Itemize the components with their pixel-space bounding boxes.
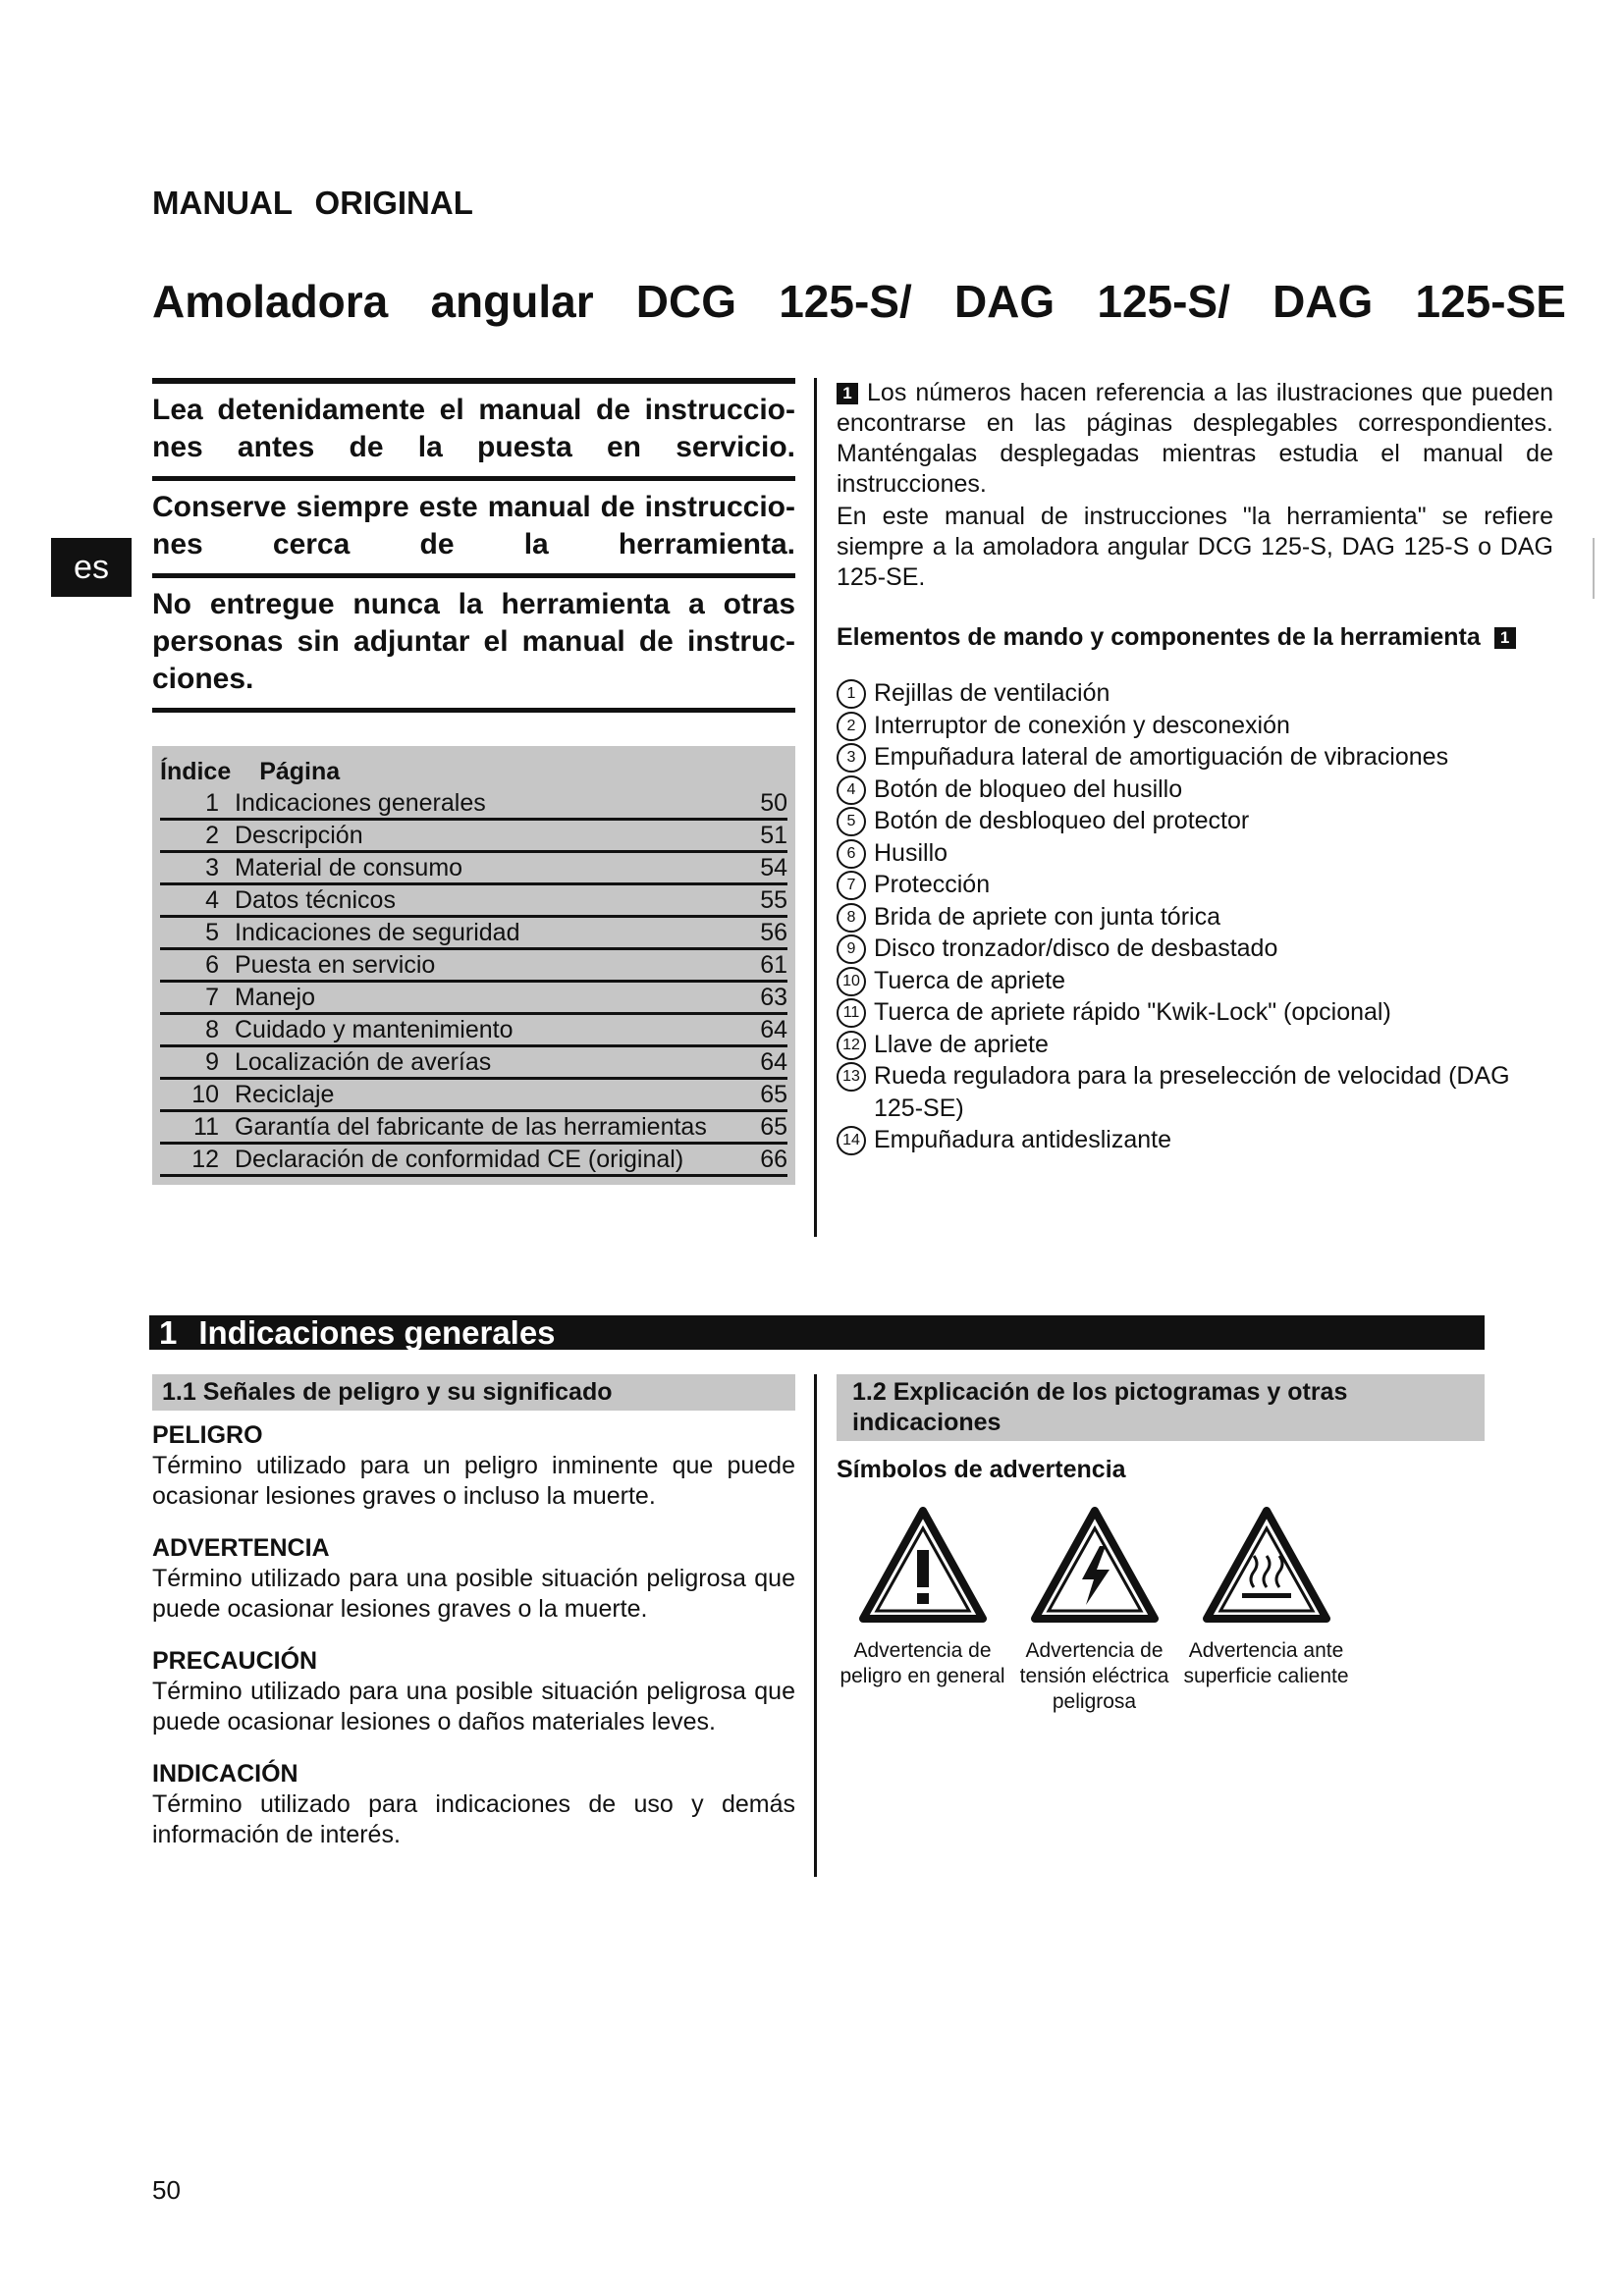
title-word: angular bbox=[430, 276, 594, 327]
toc-row bbox=[160, 983, 787, 1015]
toc-number: 6 bbox=[205, 951, 219, 979]
toc-number: 7 bbox=[205, 984, 219, 1011]
title-word: DAG bbox=[1272, 276, 1374, 327]
signal-word: PELIGRO bbox=[152, 1421, 263, 1449]
intro-paragraph-1: 1 Los números hacen referencia a las ilustraciones que pueden encontrarse en las páginas desplegables correspondientes. Manténgalas desplegadas mientras estudia el manual de instrucciones. bbox=[837, 379, 1554, 498]
item-label: Rejillas de ventilación bbox=[874, 679, 1110, 707]
toc-number: 2 bbox=[205, 822, 219, 849]
symbols-title: Símbolos de advertencia bbox=[837, 1456, 1126, 1483]
item-label: Tuerca de apriete bbox=[874, 966, 1066, 994]
toc-page: 54 bbox=[760, 854, 787, 881]
toc-row bbox=[160, 821, 787, 853]
exclamation-warning-icon bbox=[859, 1507, 987, 1623]
toc-page: 64 bbox=[760, 1016, 787, 1043]
column-divider bbox=[814, 378, 817, 1237]
toc-number: 12 bbox=[191, 1146, 219, 1173]
toc-number: 9 bbox=[205, 1048, 219, 1076]
toc-row bbox=[160, 1112, 787, 1145]
item-number-badge: 4 bbox=[837, 775, 866, 805]
item-number-badge: 2 bbox=[837, 712, 866, 741]
sign-caption: Advertencia de tensión eléctrica peligrosa bbox=[1019, 1639, 1169, 1713]
element-item bbox=[837, 710, 1553, 742]
sign-general bbox=[837, 1507, 1008, 1715]
toc-label: Material de consumo bbox=[235, 854, 463, 881]
toc-number: 5 bbox=[205, 919, 219, 946]
toc-row bbox=[160, 853, 787, 885]
title-word: DAG bbox=[953, 276, 1056, 327]
sign-caption: Advertencia ante superficie caliente bbox=[1183, 1639, 1349, 1687]
toc-page: 61 bbox=[760, 951, 787, 979]
warning-signs bbox=[837, 1507, 1485, 1715]
subsection-title: 1.1 Señales de peligro y su significado bbox=[152, 1374, 795, 1411]
item-label: Interruptor de conexión y desconexión bbox=[874, 711, 1290, 739]
toc-label: Declaración de conformidad CE (original) bbox=[235, 1146, 684, 1173]
notice-box bbox=[152, 378, 795, 713]
item-label: Botón de bloqueo del husillo bbox=[874, 774, 1183, 803]
signal-definition: Término utilizado para indicaciones de uso y demás información de interés. bbox=[152, 1790, 795, 1848]
signal-definition: Término utilizado para una posible situación peligrosa que puede ocasionar lesiones graves o la muerte. bbox=[152, 1565, 795, 1623]
toc-number: 8 bbox=[205, 1016, 219, 1043]
notice-read-manual: Lea detenidamente el manual de instruccio-nes antes de la puesta en servicio. bbox=[152, 394, 795, 463]
toc-number: 10 bbox=[191, 1081, 219, 1108]
toc-header-index: Índice bbox=[160, 758, 232, 785]
page-number: 50 bbox=[152, 2175, 181, 2205]
elements-title: Elementos de mando y componentes de la herramienta 1 bbox=[837, 614, 1553, 660]
margin-mark bbox=[1593, 538, 1595, 599]
item-label: Rueda reguladora para la preselección de velocidad (DAG 125-SE) bbox=[874, 1062, 1510, 1122]
sign-electric bbox=[1008, 1507, 1180, 1715]
item-label: Husillo bbox=[874, 838, 948, 867]
element-item bbox=[837, 901, 1553, 934]
signal-word: INDICACIÓN bbox=[152, 1760, 298, 1788]
table-of-contents bbox=[152, 746, 795, 1185]
elements-list bbox=[837, 677, 1553, 1156]
title-word: 125-S/ bbox=[779, 276, 912, 327]
title-word: Amoladora bbox=[152, 276, 389, 327]
item-number-badge: 12 bbox=[837, 1031, 866, 1060]
toc-row bbox=[160, 918, 787, 950]
signal-word: PRECAUCIÓN bbox=[152, 1647, 318, 1675]
pictograms-section bbox=[837, 1374, 1485, 1715]
figure-badge: 1 bbox=[1494, 627, 1516, 649]
subsection-title: 1.2 Explicación de los pictogramas y otras indicaciones bbox=[837, 1374, 1485, 1441]
element-item bbox=[837, 805, 1553, 837]
item-label: Empuñadura antideslizante bbox=[874, 1126, 1171, 1153]
toc-page: 65 bbox=[760, 1081, 787, 1108]
toc-page: 64 bbox=[760, 1048, 787, 1076]
signal-word: ADVERTENCIA bbox=[152, 1534, 330, 1562]
item-number-badge: 9 bbox=[837, 934, 866, 964]
toc-row bbox=[160, 1047, 787, 1080]
item-label: Botón de desbloqueo del protector bbox=[874, 807, 1250, 834]
element-item bbox=[837, 774, 1553, 806]
element-item bbox=[837, 1029, 1553, 1061]
element-item bbox=[837, 1060, 1553, 1124]
toc-page: 63 bbox=[760, 984, 787, 1011]
toc-page: 50 bbox=[760, 789, 787, 817]
signal-definition: Término utilizado para una posible situación peligrosa que puede ocasionar lesiones o daños materiales leves. bbox=[152, 1678, 795, 1735]
toc-row bbox=[160, 885, 787, 918]
toc-row bbox=[160, 950, 787, 983]
toc-page: 51 bbox=[760, 822, 787, 849]
element-item bbox=[837, 996, 1553, 1029]
toc-number: 3 bbox=[205, 854, 219, 881]
toc-label: Datos técnicos bbox=[235, 886, 396, 914]
toc-number: 4 bbox=[205, 886, 219, 914]
toc-label: Indicaciones generales bbox=[235, 789, 486, 817]
toc-label: Descripción bbox=[235, 822, 363, 849]
figure-badge: 1 bbox=[837, 383, 858, 404]
item-number-badge: 3 bbox=[837, 743, 866, 773]
section-heading bbox=[149, 1315, 1485, 1350]
toc-label: Manejo bbox=[235, 984, 315, 1011]
toc-page: 56 bbox=[760, 919, 787, 946]
toc-page: 65 bbox=[760, 1113, 787, 1141]
hazard-signals-section bbox=[152, 1374, 795, 1850]
item-number-badge: 7 bbox=[837, 871, 866, 900]
element-item bbox=[837, 869, 1553, 901]
intro-paragraph-2: En este manual de instrucciones "la herramienta" se refiere siempre a la amoladora angular DCG 125-S, DAG 125-S o DAG 125-SE. bbox=[837, 503, 1553, 591]
toc-label: Indicaciones de seguridad bbox=[235, 919, 520, 946]
notice-hand-over: No entregue nunca la herramienta a otras personas sin adjuntar el manual de instruc-ciones. bbox=[152, 588, 795, 695]
toc-row bbox=[160, 1015, 787, 1047]
element-item bbox=[837, 677, 1553, 710]
sign-hot-surface bbox=[1180, 1507, 1352, 1715]
toc-row bbox=[160, 1145, 787, 1177]
element-item bbox=[837, 1124, 1553, 1156]
notice-keep-manual: Conserve siempre este manual de instruccio-nes cerca de la herramienta. bbox=[152, 491, 795, 561]
item-number-badge: 5 bbox=[837, 807, 866, 836]
item-label: Disco tronzador/disco de desbastado bbox=[874, 934, 1278, 962]
title-word: DCG bbox=[635, 276, 737, 327]
item-number-badge: 11 bbox=[837, 998, 866, 1028]
toc-number: 1 bbox=[205, 789, 219, 817]
hot-surface-warning-icon bbox=[1203, 1507, 1330, 1623]
toc-page: 55 bbox=[760, 886, 787, 914]
page-title bbox=[152, 275, 1566, 328]
toc-row bbox=[160, 788, 787, 821]
item-number-badge: 1 bbox=[837, 679, 866, 709]
toc-page: 66 bbox=[760, 1146, 787, 1173]
item-label: Tuerca de apriete rápido "Kwik-Lock" (opcional) bbox=[874, 998, 1391, 1026]
electric-warning-icon bbox=[1031, 1507, 1159, 1623]
item-label: Llave de apriete bbox=[874, 1030, 1049, 1058]
item-number-badge: 8 bbox=[837, 903, 866, 933]
toc-header bbox=[152, 752, 795, 788]
sign-caption: Advertencia de peligro en general bbox=[839, 1639, 1005, 1687]
signal-definition: Término utilizado para un peligro inminente que puede ocasionar lesiones graves o incluso la muerte. bbox=[152, 1452, 795, 1510]
item-number-badge: 6 bbox=[837, 839, 866, 869]
title-word: 125-S/ bbox=[1097, 276, 1230, 327]
intro-column bbox=[837, 378, 1553, 1156]
toc-label: Garantía del fabricante de las herramientas bbox=[235, 1113, 707, 1141]
section-number: 1 bbox=[159, 1314, 178, 1351]
manual-header: MANUAL ORIGINAL bbox=[152, 185, 473, 221]
toc-label: Localización de averías bbox=[235, 1048, 492, 1076]
item-label: Brida de apriete con junta tórica bbox=[874, 902, 1220, 931]
title-word: 125-SE bbox=[1415, 276, 1566, 327]
toc-label: Puesta en servicio bbox=[235, 951, 436, 979]
section-title: Indicaciones generales bbox=[198, 1314, 556, 1351]
item-label: Empuñadura lateral de amortiguación de vibraciones bbox=[874, 743, 1449, 771]
toc-row bbox=[160, 1080, 787, 1112]
toc-number: 11 bbox=[193, 1113, 219, 1141]
item-label: Protección bbox=[874, 871, 991, 898]
toc-label: Cuidado y mantenimiento bbox=[235, 1016, 514, 1043]
item-number-badge: 14 bbox=[837, 1126, 866, 1155]
toc-label: Reciclaje bbox=[235, 1081, 335, 1108]
item-number-badge: 13 bbox=[837, 1062, 866, 1092]
language-tab: es bbox=[51, 538, 132, 597]
element-item bbox=[837, 741, 1553, 774]
element-item bbox=[837, 965, 1553, 997]
column-divider bbox=[814, 1374, 817, 1877]
toc-header-page: Página bbox=[259, 758, 341, 785]
element-item bbox=[837, 837, 1553, 870]
item-number-badge: 10 bbox=[837, 967, 866, 996]
element-item bbox=[837, 933, 1553, 965]
